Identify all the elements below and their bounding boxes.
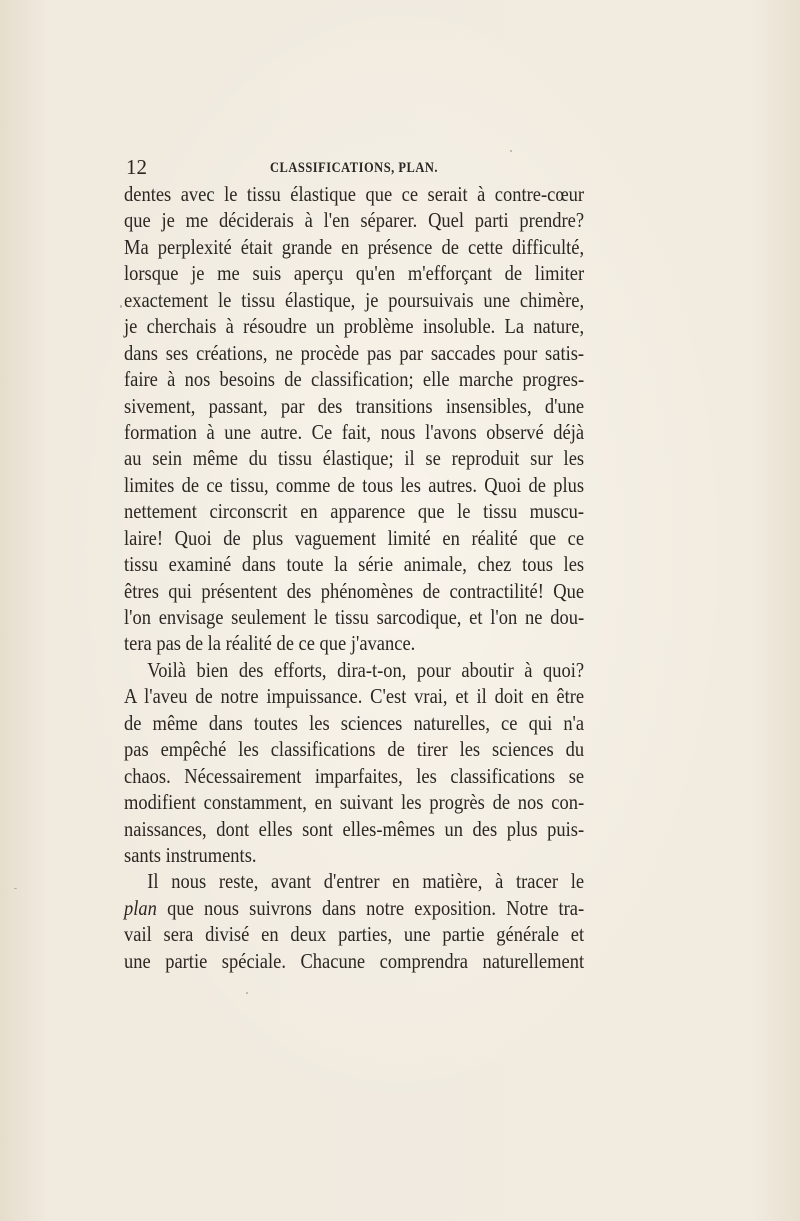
text-line: je cherchais à résoudre un problème insoluble. La nature, xyxy=(124,314,585,339)
paper-speck xyxy=(120,305,122,308)
text-line: limites de ce tissu, comme de tous les autres. Quoi de plus xyxy=(124,472,585,497)
text-line-with-italic xyxy=(124,895,584,921)
text-line: tissu examiné dans toute la série animale, chez tous les xyxy=(124,552,585,577)
text-line: tera pas de la réalité de ce que j'avance. xyxy=(124,631,416,656)
text-line: une partie spéciale. Chacune comprendra naturellement xyxy=(124,948,585,973)
text-line: lorsque je me suis aperçu qu'en m'efforçant de limiter xyxy=(124,261,585,286)
text-line: pas empêché les classifications de tirer les sciences du xyxy=(124,737,585,762)
text-line: formation à une autre. Ce fait, nous l'avons observé déjà xyxy=(124,419,585,444)
text-line: dentes avec le tissu élastique que ce serait à contre-cœur xyxy=(124,182,585,206)
text-line: l'on envisage seulement le tissu sarcodique, et l'on ne dou- xyxy=(124,605,585,629)
text-line: vail sera divisé en deux parties, une partie générale et xyxy=(124,922,585,947)
page-number: 12 xyxy=(126,155,147,179)
text-line: sants instruments. xyxy=(124,842,257,867)
paper-speck xyxy=(510,150,512,152)
text-line: dans ses créations, ne procède pas par saccades pour satis- xyxy=(124,340,585,365)
text-line: faire à nos besoins de classification; elle marche progres- xyxy=(124,367,585,392)
body-text xyxy=(124,181,584,974)
text-line: sivement, passant, par des transitions insensibles, d'une xyxy=(124,393,585,418)
text-line: A l'aveu de notre impuissance. C'est vrai, et il doit en être xyxy=(124,684,585,709)
paper-speck xyxy=(246,992,248,994)
page-header xyxy=(126,155,584,179)
text-line: naissances, dont elles sont elles-mêmes un des plus puis- xyxy=(124,816,585,841)
paper-speck xyxy=(14,888,17,889)
text-line: êtres qui présentent des phénomènes de contractilité! Que xyxy=(124,578,585,603)
text-line: exactement le tissu élastique, je poursuivais une chimère, xyxy=(124,287,585,312)
text-line: que je me déciderais à l'en séparer. Quel parti prendre? xyxy=(124,208,585,233)
text-line: modifient constamment, en suivant les progrès de nos con- xyxy=(124,790,585,815)
text-line: de même dans toutes les sciences naturelles, ce qui n'a xyxy=(124,710,585,735)
text-line: nettement circonscrit en apparence que le tissu muscu- xyxy=(124,499,585,524)
text-line: laire! Quoi de plus vaguement limité en réalité que ce xyxy=(124,525,585,550)
running-head: CLASSIFICATIONS, PLAN. xyxy=(270,160,439,176)
text-line-paragraph-start: Voilà bien des efforts, dira-t-on, pour aboutir à quoi? xyxy=(147,657,585,682)
text-line-rest: que nous suivrons dans notre exposition. Notre tra- xyxy=(167,895,585,920)
text-line: au sein même du tissu élastique; il se reproduit sur les xyxy=(124,446,585,471)
text-line: Ma perplexité était grande en présence de cette difficulté, xyxy=(124,234,585,259)
text-line-paragraph-start: Il nous reste, avant d'entrer en matière, à tracer le xyxy=(147,869,585,894)
text-line: chaos. Nécessairement imparfaites, les classifications se xyxy=(124,763,585,788)
italic-word: plan xyxy=(124,895,157,920)
